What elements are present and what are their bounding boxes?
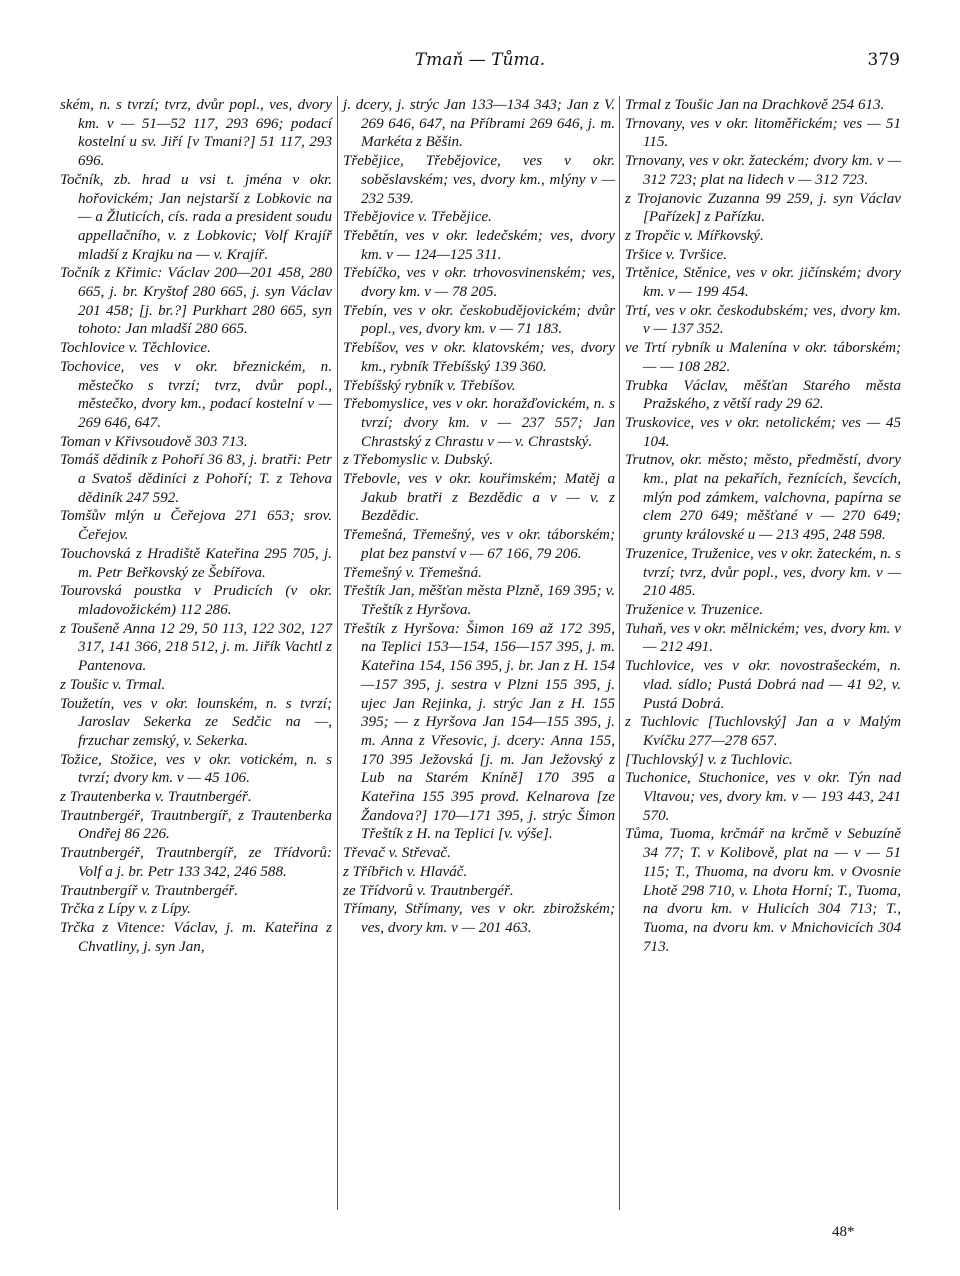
- index-entry: z Tříbřich v. Hlaváč.: [343, 863, 468, 880]
- index-entry: ze Třídvorů v. Trautnbergéř.: [343, 882, 514, 899]
- index-entry: Trčka z Lípy v. z Lípy.: [60, 901, 191, 918]
- index-entry: Tuhaň, ves v okr. mělnickém; ves, dvory km. v — 212 491.: [625, 620, 901, 656]
- index-entry: Touchovská z Hradiště Kateřina 295 705, j. m. Petr Beřkovský ze Šebířova.: [60, 545, 332, 581]
- index-entry: Třebějice, Třebějovice, ves v okr. soběslavském; ves, dvory km., mlýny v — 232 539.: [343, 153, 615, 207]
- index-entry: Trautnbergíř v. Trautnbergéř.: [60, 882, 239, 899]
- index-entry: Točník, zb. hrad u vsi t. jména v okr. hořovickém; Jan nejstarší z Lobkovic na — a Žluticích, cís. rada a president soudu appellačního, v. z Lobkovic; Volf Krajíř mladší z Krajku na — v. Krajíř.: [60, 171, 332, 263]
- index-entry: Toman v Křivsoudově 303 713.: [60, 433, 248, 450]
- index-entry: Třebíšov, ves v okr. klatovském; ves, dvory km., rybník Třebíšský 139 360.: [343, 340, 615, 375]
- index-entry: Třebíšský rybník v. Třebíšov.: [343, 377, 516, 394]
- index-entry: Tuchlovice, ves v okr. novostrašeckém, n. vlad. sídlo; Pustá Dobrá nad — 41 92, v. Pustá Dobrá.: [625, 658, 901, 712]
- index-entry: Tochlovice v. Těchlovice.: [60, 340, 211, 357]
- running-head: Tmaň — Tůma.: [414, 50, 546, 70]
- column-divider: [619, 96, 620, 1210]
- index-entry: Trnovany, ves v okr. litoměřickém; ves — 51 115.: [625, 115, 901, 151]
- index-entry: Tomáš dědiník z Pohoří 36 83, j. bratři: Petr a Svatoš dědiníci z Pohoří; T. z Tehova dědiník 247 592.: [60, 452, 332, 506]
- index-entry: Trubka Václav, měšťan Starého města Pražského, z větší rady 29 62.: [625, 377, 901, 413]
- index-entry: [Tuchlovský] v. z Tuchlovic.: [625, 751, 793, 768]
- index-entry: Tuchonice, Stuchonice, ves v okr. Týn nad Vltavou; ves, dvory km. v — 193 443, 241 570.: [625, 770, 901, 824]
- index-entry: ve Trtí rybník u Malenína v okr. táborském; — — 108 282.: [625, 340, 901, 375]
- index-entry: Trtí, ves v okr. českodubském; ves, dvory km. v — 137 352.: [625, 302, 901, 338]
- index-entry: z Trautenberka v. Trautnbergéř.: [60, 789, 252, 806]
- index-entry: z Tuchlovic [Tuchlovský] Jan a v Malým Kvíčku 277—278 657.: [625, 714, 901, 749]
- index-entry: Trmal z Toušic Jan na Drachkově 254 613.: [625, 97, 885, 113]
- index-entry: Třemešný v. Třemešná.: [343, 564, 482, 581]
- index-entry: Tochovice, ves v okr. březnickém, n. městečko s tvrzí; tvrz, dvůr popl., městečko, dvory km., podací kostelní v — 269 646, 647.: [60, 358, 332, 431]
- index-entry: Trautnbergéř, Trautnbergíř, z Trautenberka Ondřej 86 226.: [60, 807, 332, 843]
- index-entry: Trnovany, ves v okr. žateckém; dvory km. v — 312 723; plat na lidech v — 312 723.: [625, 153, 901, 188]
- index-entry: z Tropčic v. Mířkovský.: [625, 227, 764, 244]
- page-number: 379: [867, 50, 900, 70]
- index-entry: Tožice, Stožice, ves v okr. votickém, n. s tvrzí; dvory km. v — 45 106.: [60, 751, 332, 787]
- index-entry: Třemešná, Třemešný, ves v okr. táborském; plat bez panství v — 67 166, 79 206.: [343, 527, 615, 562]
- index-entry: Trtěnice, Stěnice, ves v okr. jičínském; dvory km. v — 199 454.: [625, 265, 901, 301]
- index-entry: Truženice v. Truzenice.: [625, 601, 764, 618]
- index-entry: Třebín, ves v okr. českobudějovickém; dvůr popl., ves, dvory km. v — 71 183.: [343, 302, 615, 338]
- index-entry: Točník z Křimic: Václav 200—201 458, 280 665, j. br. Kryštof 280 665, j. syn Václav 201 458; [j. br.?] Purkhart 280 665, syn tohoto: Jan mladší 280 665.: [60, 265, 332, 338]
- index-entry: Trautnbergéř, Trautnbergíř, ze Třídvorů: Volf a j. br. Petr 133 342, 246 588.: [60, 845, 332, 880]
- index-column-middle: [343, 96, 615, 938]
- index-entry: j. dcery, j. strýc Jan 133—134 343; Jan z V. 269 646, 647, na Příbrami 269 646, j. m. Markéta z Běšin.: [343, 97, 615, 151]
- index-entry: Toužetín, ves v okr. lounském, n. s tvrzí; Jaroslav Sekerka ze Sedčic na —, frzuchar zemský, v. Sekerka.: [60, 695, 332, 749]
- index-entry: Tůma, Tuoma, krčmář na krčmě v Sebuzíně 34 77; T. v Kolibově, plat na — v — 51 115; T., Thuoma, na dvoru km. v Ovosnie Lhotě 298 710, v. Lhota Horní; T., Tuoma, na dvoru km. v Hulicích 304 713; T., Tuoma, na dvoru km. v Mnichovicích 304 713.: [625, 826, 901, 955]
- index-entry: Třebíčko, ves v okr. trhovosvinenském; ves, dvory km. v — 78 205.: [343, 265, 615, 301]
- index-entry: Třebovle, ves v okr. kouřimském; Matěj a Jakub bratři z Bezdědic a v — v. z Bezdědic.: [343, 471, 615, 525]
- index-entry: Třeštík Jan, měšťan města Plzně, 169 395; v. Třeštík z Hyršova.: [343, 583, 615, 618]
- index-entry: Tršice v. Tvršice.: [625, 246, 728, 263]
- index-entry: Trutnov, okr. město; město, předměstí, dvory km., plat na pekařích, řeznících, ševcích, mlýn pod zámkem, valchovna, papírna se clem 270 649; měšťané v — 270 649; grunty královské u — 213 495, 248 598.: [625, 452, 901, 544]
- printer-signature: 48*: [832, 1224, 855, 1240]
- index-entry: Truzenice, Truženice, ves v okr. žateckém, n. s tvrzí; tvrz, dvůr popl., ves, dvory km. v — 210 485.: [625, 545, 901, 600]
- index-entry: z Toušic v. Trmal.: [60, 676, 166, 693]
- index-entry: z Toušeně Anna 12 29, 50 113, 122 302, 127 317, 141 366, 218 512, j. m. Jiřík Vachtl z Pantenova.: [60, 620, 332, 675]
- index-entry: Třevač v. Střevač.: [343, 845, 451, 862]
- index-entry: z Třebomyslic v. Dubský.: [343, 452, 494, 469]
- index-entry: ském, n. s tvrzí; tvrz, dvůr popl., ves, dvory km. v — 51—52 117, 293 696; podací kostelní u sv. Jiří [v Tmani?] 51 117, 293 696.: [60, 97, 332, 170]
- index-entry: Třeštík z Hyršova: Šimon 169 až 172 395, na Teplici 153—154, 156—157 395, j. m. Kateřina 154, 156 395, j. br. Jan z H. 154—157 395, j. sestra v Plzni 155 395, j. ujec Jan Rejinka, j. strýc Jan z H. 155 395; — z Hyršova Jan 154—155 395, j. m. Anna z Vřesovic, j. dcery: Anna 155, 170 395 Ježovská [j. m. Jan Ježovský z Lub na Starém Kníně] 170 395 a Kateřina 155 395 provd. Kelnarova [ze Žandova?] 170—171 395, j. strýc Šimon Třeštík z H. na Teplici [v. výše].: [343, 620, 615, 843]
- index-entry: Třebomyslice, ves v okr. horažďovickém, n. s tvrzí; dvory km. v — 237 557; Jan Chrastský z Chrastu v — v. Chrastský.: [343, 396, 615, 450]
- index-column-right: [625, 96, 901, 956]
- index-entry: Třebětín, ves v okr. ledečském; ves, dvory km. v — 124—125 311.: [343, 227, 615, 263]
- column-divider: [337, 96, 338, 1210]
- page-header: [60, 50, 900, 78]
- index-entry: Tomšův mlýn u Čeřejova 271 653; srov. Čeřejov.: [60, 508, 332, 544]
- index-entry: Třímany, Střímany, ves v okr. zbirožském; ves, dvory km. v — 201 463.: [343, 901, 615, 936]
- index-entry: Truskovice, ves v okr. netolickém; ves — 45 104.: [625, 414, 901, 450]
- index-entry: z Trojanovic Zuzanna 99 259, j. syn Václav [Pařízek] z Pařízku.: [625, 190, 901, 226]
- index-entry: Trčka z Vitence: Václav, j. m. Kateřina z Chvatliny, j. syn Jan,: [60, 919, 332, 955]
- index-column-left: [60, 96, 332, 956]
- index-entry: Třebějovice v. Třebějice.: [343, 209, 492, 226]
- index-entry: Tourovská poustka v Prudicích (v okr. mladovožickém) 112 286.: [60, 583, 332, 618]
